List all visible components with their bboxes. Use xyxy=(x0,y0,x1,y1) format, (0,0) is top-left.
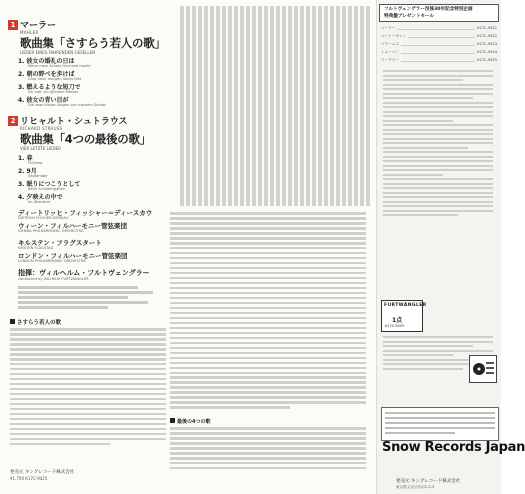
address-right: 東京都文京区音羽1-2-3 xyxy=(396,485,435,489)
publisher-left: 発売元 キングレコード株式会社 xyxy=(10,470,75,475)
catalog-row: ブラームス K17C-9423 xyxy=(381,42,497,46)
track-1-1-en: Wenn mein Schatz Hochzeit macht xyxy=(28,64,91,68)
vertical-text-block xyxy=(170,6,370,206)
performer-4-en: LONDON PHILHARMONIC ORCHESTRA xyxy=(18,259,86,263)
track-2-3: 3. 眠りにつこうとして xyxy=(18,181,81,188)
track-1-2-en: Ging heut' morgen übers Feld xyxy=(28,77,82,81)
side-number-2: 2 xyxy=(8,116,18,126)
performer-2-en: VIENNA PHILHARMONIC ORCHESTRA xyxy=(18,229,84,233)
track-2-4: 4. 夕映えの中で xyxy=(18,194,63,201)
track-2-1: 1. 春 xyxy=(18,155,33,162)
recording-info xyxy=(18,286,168,311)
track-1-4: 4. 彼女の青い目が xyxy=(18,97,69,104)
track-1-2: 2. 朝の野べを歩けば xyxy=(18,71,75,78)
track-1-3-en: Ich hab' ein glühend Messer xyxy=(28,90,79,94)
campaign-details xyxy=(383,70,493,219)
conductor-en: conducted by WILHELM FURTWÄNGLER xyxy=(18,277,89,281)
notes-text-1 xyxy=(170,212,366,411)
notes-text-2 xyxy=(170,427,366,472)
track-1-4-en: Die zwei blauen Augen von meinem Schatz xyxy=(28,103,106,107)
performer-3: キルステン・フラグスタート xyxy=(18,239,102,247)
copyright-notice xyxy=(381,407,499,441)
work-title-1: 歌曲集「さすらう若人の歌」 xyxy=(20,36,166,50)
promo-title: フルトヴェングラー没後30年記念特別企画 xyxy=(384,7,473,12)
tracklist-column xyxy=(6,6,166,481)
catalog-row: マーラー K17C-9421 xyxy=(381,26,497,30)
performer-2: ウィーン・フィルハーモニー管弦楽団 xyxy=(18,222,128,230)
logo-code: K17C 9425 xyxy=(385,324,405,328)
bullet-icon xyxy=(10,319,15,324)
composer-strauss: リヒャルト・シュトラウス xyxy=(20,117,128,127)
track-2-1-en: Frühling xyxy=(28,161,43,165)
notes-heading-2: 最後の4つの歌 xyxy=(170,418,210,425)
promo-box xyxy=(379,4,499,22)
performer-1: ディートリッヒ・フィッシャー＝ディースカウ xyxy=(18,209,153,217)
track-1-3: 3. 燃えるような短刀で xyxy=(18,84,81,91)
liner-notes xyxy=(170,6,370,476)
commentary-heading: さすらう若人の歌 xyxy=(10,318,61,326)
track-2-4-en: Im Abendrot xyxy=(28,200,51,204)
commentary-text xyxy=(10,328,166,448)
conductor: 指揮：ヴィルヘルム・フルトヴェングラー xyxy=(18,269,150,277)
composer-mahler-en: MAHLER xyxy=(20,30,39,35)
composer-mahler: マーラー xyxy=(20,21,57,31)
logo-point: 1点 xyxy=(392,317,403,324)
catalog-row: ベートーヴェン K17C-9422 xyxy=(381,34,497,38)
performer-4: ロンドン・フィルハーモニー管弦楽団 xyxy=(18,252,128,260)
track-2-3-en: Beim Schlafengehen xyxy=(28,187,66,191)
furtwangler-logo-stamp xyxy=(381,300,427,332)
catalog-left: ¥1,700 K17C-9425 xyxy=(10,476,48,481)
performer-3-en: KIRSTEN FLAGSTAD xyxy=(18,246,54,250)
catalog-row: シューマン K17C-9424 xyxy=(381,50,497,54)
work-title-1-en: LIEDER EINES FAHRENDEN GESELLEN xyxy=(20,50,96,55)
promo-subtitle: 特典盤プレゼントセール xyxy=(384,14,434,19)
track-2-2: 2. 9月 xyxy=(18,168,37,175)
bullet-icon xyxy=(170,418,175,423)
side-number-1: 1 xyxy=(8,20,18,30)
logo-name: FURTWÄNGLER xyxy=(384,303,427,308)
performer-1-en: DIETRICH FISCHER-DIESKAU xyxy=(18,216,69,220)
track-1-1: 1. 彼女の婚礼の日は xyxy=(18,58,75,65)
composer-strauss-en: RICHARD STRAUSS xyxy=(20,126,63,131)
work-title-2: 歌曲集「4つの最後の歌」 xyxy=(20,132,151,146)
catalog-row: ワーグナー K17C-9425 xyxy=(381,58,497,62)
watermark: Snow Records Japan xyxy=(382,440,525,455)
promo-panel xyxy=(376,0,501,494)
publisher-right: 発売元 キングレコード株式会社 xyxy=(396,479,461,484)
track-2-2-en: September xyxy=(28,174,48,178)
work-title-2-en: VIER LETZTE LIEDER xyxy=(20,146,61,151)
record-shop-badge-icon xyxy=(469,355,497,383)
